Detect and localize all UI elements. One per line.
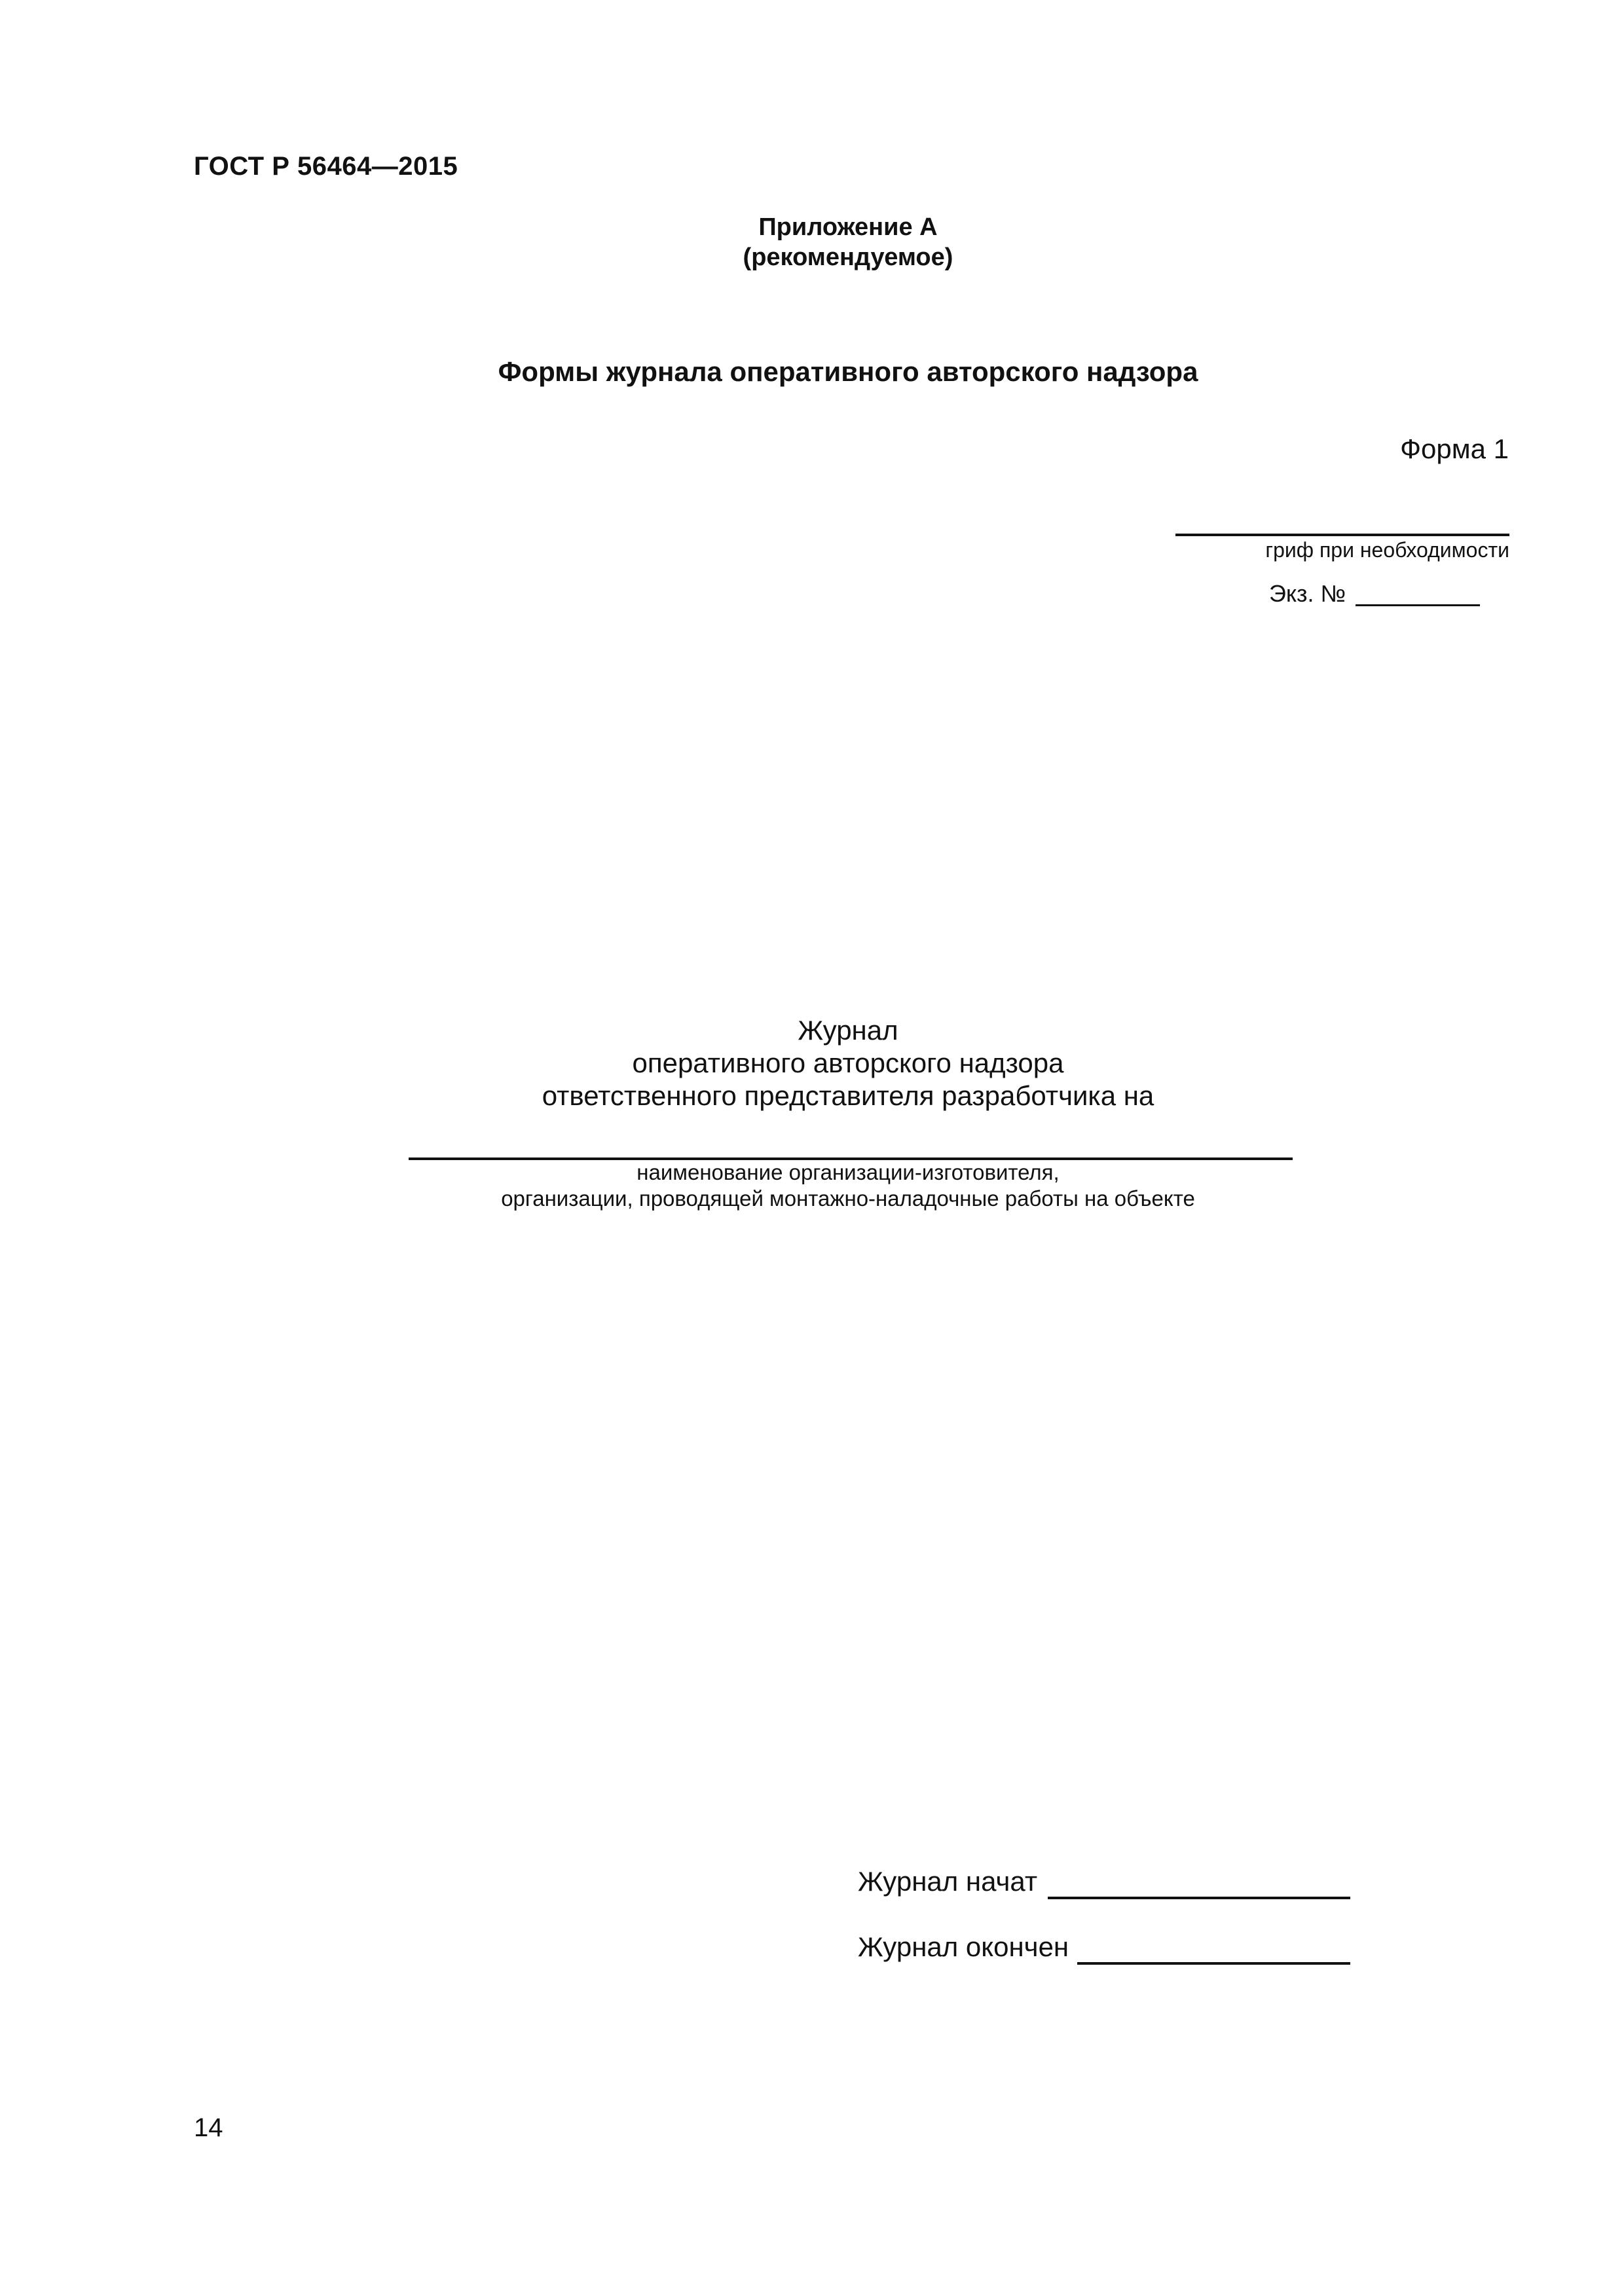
appendix-type: (рекомендуемое) [743,244,953,271]
organization-caption-line-1: наименование организации-изготовителя, [637,1160,1060,1184]
copy-number-label: Экз. № [1269,580,1346,607]
journal-started-label: Журнал начат [858,1866,1038,1897]
document-code: ГОСТ Р 56464—2015 [194,152,458,181]
journal-started-blank-line [1048,1897,1350,1899]
journal-ended-blank-line [1077,1962,1350,1965]
classification-blank-line [1175,534,1509,536]
section-title: Формы журнала оперативного авторского надзора [498,356,1198,387]
journal-subtitle-line-2: ответственного представителя разработчика на [542,1080,1154,1111]
journal-ended-label: Журнал окончен [858,1931,1069,1962]
organization-caption-line-2: организации, проводящей монтажно-наладочные работы на объекте [501,1186,1195,1211]
journal-title: Журнал [798,1015,898,1046]
page-number: 14 [194,2113,223,2142]
form-label: Форма 1 [1400,433,1509,464]
appendix-title: Приложение А [758,213,938,241]
copy-number-blank-line [1356,604,1480,606]
journal-subtitle-line-1: оперативного авторского надзора [632,1048,1064,1078]
classification-caption: гриф при необходимости [1265,538,1509,562]
